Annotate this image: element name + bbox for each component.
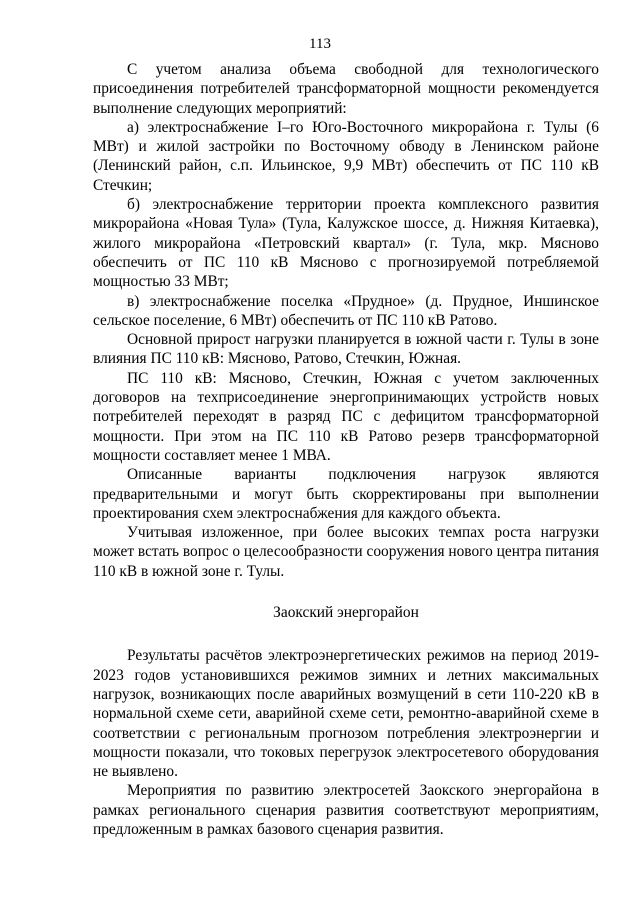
page-content bbox=[93, 60, 599, 839]
paragraph-variants: Описанные варианты подключения нагрузок являются предварительными и могут быть скорректированы при выполнении проектирования схем электроснабжения для каждого объекта. bbox=[93, 466, 599, 522]
section-heading: Заокский энергорайон bbox=[273, 604, 419, 622]
paragraph-calculation-results: Результаты расчётов электроэнергетических режимов на период 2019-2023 годов установившихся режимов зимних и летних максимальных нагрузок, возникающих после аварийных возмущений в сети 110-220 кВ в нормальной схеме сети, аварийной схеме сети, ремонтно-аварийной схеме в соответствии с региональным прогнозом потребления электроэнергии и мощности показали, что токовых перегрузок электросетевого оборудования не выявлено. bbox=[93, 647, 599, 781]
paragraph-item-v: в) электроснабжение поселка «Прудное» (д. Прудное, Иншинское сельское поселение, 6 МВт) обеспечить от ПС 110 кВ Ратово. bbox=[93, 292, 599, 329]
paragraph-item-a: а) электроснабжение I–го Юго-Восточного микрорайона г. Тулы (6 МВт) и жилой застройки по Восточному обводу в Ленинском районе (Ленинский район, с.п. Ильинское, 9,9 МВт) обеспечить от ПС 110 кВ Стечкин; bbox=[93, 118, 599, 194]
page-number: 113 bbox=[309, 36, 331, 52]
paragraph-substations-deficit: ПС 110 кВ: Мясново, Стечкин, Южная с учетом заключенных договоров на техприсоединение энергопринимающих устройств новых потребителей переходят в разряд ПС с дефицитом трансформаторной мощности. При этом на ПС 110 кВ Ратово резерв трансформаторной мощности составляет менее 1 МВА. bbox=[93, 369, 599, 464]
paragraph-load-growth: Основной прирост нагрузки планируется в южной части г. Тулы в зоне влияния ПС 110 кВ: Мясново, Ратово, Стечкин, Южная. bbox=[93, 331, 599, 368]
paragraph-item-b: б) электроснабжение территории проекта комплексного развития микрорайона «Новая Тула» (Тула, Калужское шоссе, д. Нижняя Китаевка), жилого микрорайона «Петровский квартал» (г. Тула, мкр. Мясново обеспечить от ПС 110 кВ Мясново с прогнозируемой потребляемой мощностью 33 МВт; bbox=[93, 196, 599, 291]
paragraph-conclusion: Учитывая изложенное, при более высоких темпах роста нагрузки может встать вопрос о целесообразности сооружения нового центра питания 110 кВ в южной зоне г. Тулы. bbox=[93, 524, 599, 580]
paragraph-development-measures: Мероприятия по развитию электросетей Заокского энергорайона в рамках регионального сценария развития соответствуют мероприятиям, предложенным в рамках базового сценария развития. bbox=[93, 782, 599, 838]
paragraph-intro: С учетом анализа объема свободной для технологического присоединения потребителей трансформаторной мощности рекомендуется выполнение следующих мероприятий: bbox=[93, 61, 599, 117]
